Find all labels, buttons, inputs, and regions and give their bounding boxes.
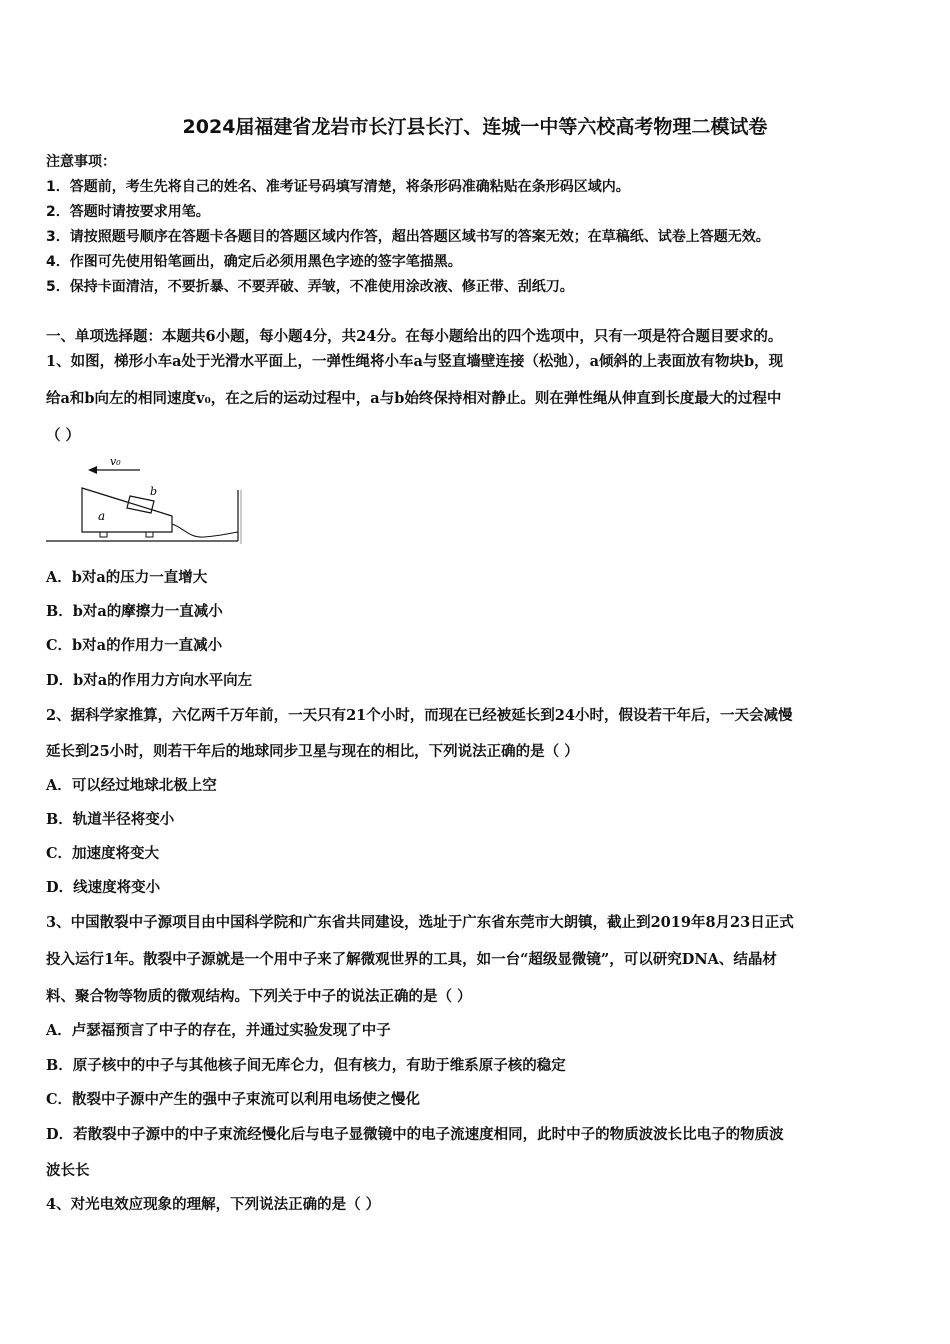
- arrow-head-icon: [88, 466, 97, 474]
- q1-option-a: A．b对a的压力一直增大: [46, 569, 208, 586]
- q2-line-1: 2、据科学家推算，六亿两千万年前，一天只有21个小时，而现在已经被延长到24小时，假设若干年后，一天会减慢: [46, 707, 793, 724]
- notice-heading: 注意事项：: [46, 154, 116, 170]
- velocity-label: v₀: [110, 455, 121, 468]
- q3-line-3: 料、聚合物等物质的微观结构。下列关于中子的说法正确的是（ ）: [46, 988, 472, 1005]
- notice-item-2: 2．答题时请按要求用笔。: [46, 204, 210, 220]
- q3-line-2: 投入运行1年。散裂中子源就是一个用中子来了解微观世界的工具，如一台“超级显微镜”，可以研究DNA、结晶材: [46, 951, 777, 968]
- q1-line-2: 给a和b向左的相同速度v₀，在之后的运动过程中，a与b始终保持相对静止。则在弹性绳从伸直到长度最大的过程中: [46, 390, 782, 407]
- elastic-rope: [172, 524, 238, 537]
- q2-option-b: B．轨道半径将变小: [46, 811, 175, 828]
- q1-line-1: 1、如图，梯形小车a处于光滑水平面上，一弹性绳将小车a与竖直墙壁连接（松弛），a倾斜的上表面放有物块b，现: [46, 353, 784, 370]
- q1-option-d: D．b对a的作用力方向水平向左: [46, 672, 253, 689]
- q2-option-c: C．加速度将变大: [46, 845, 160, 862]
- q2-option-d: D．线速度将变小: [46, 879, 161, 896]
- q3-option-d: D．若散裂中子源中的中子束流经慢化后与电子显微镜中的电子流速度相同，此时中子的物质波波长比电子的物质波: [46, 1126, 784, 1143]
- notice-item-1: 1．答题前，考生先将自己的姓名、准考证号码填写清楚，将条形码准确粘贴在条形码区域内。: [46, 179, 630, 195]
- notice-item-5: 5．保持卡面清洁，不要折暴、不要弄破、弄皱，不准使用涂改液、修正带、刮纸刀。: [46, 279, 574, 295]
- section-heading: 一、单项选择题：本题共6小题，每小题4分，共24分。在每小题给出的四个选项中，只有一项是符合题目要求的。: [46, 328, 783, 345]
- q1-line-3: （ ）: [46, 427, 81, 444]
- wheel-left: [100, 532, 107, 537]
- wheel-right: [146, 532, 153, 537]
- q2-line-2: 延长到25小时，则若干年后的地球同步卫星与现在的相比，下列说法正确的是（ ）: [46, 743, 579, 760]
- q1-figure-trapezoid-cart: [44, 452, 244, 548]
- notice-item-3: 3．请按照题号顺序在答题卡各题目的答题区域内作答，超出答题区域书写的答案无效；在草稿纸、试卷上答题无效。: [46, 229, 770, 245]
- cart-a: [82, 488, 172, 532]
- notice-item-4: 4．作图可先使用铅笔画出，确定后必须用黑色字迹的签字笔描黑。: [46, 254, 462, 270]
- block-b-label: b: [150, 485, 158, 498]
- cart-a-label: a: [98, 509, 106, 523]
- page-title: 2024届福建省龙岩市长汀县长汀、连城一中等六校高考物理二模试卷: [182, 116, 768, 138]
- q1-option-b: B．b对a的摩擦力一直减小: [46, 603, 223, 620]
- q3-line-1: 3、中国散裂中子源项目由中国科学院和广东省共同建设，选址于广东省东莞市大朗镇，截止到2019年8月23日正式: [46, 914, 794, 931]
- q2-option-a: A．可以经过地球北极上空: [46, 777, 217, 794]
- q3-option-b: B．原子核中的中子与其他核子间无库仑力，但有核力，有助于维系原子核的稳定: [46, 1057, 566, 1074]
- q3-option-d-cont: 波长长: [46, 1162, 90, 1179]
- q3-option-a: A．卢瑟福预言了中子的存在，并通过实验发现了中子: [46, 1022, 391, 1039]
- q4-line-1: 4、对光电效应现象的理解，下列说法正确的是（ ）: [46, 1196, 381, 1213]
- block-b: [127, 496, 154, 513]
- q3-option-c: C．散裂中子源中产生的强中子束流可以利用电场使之慢化: [46, 1091, 421, 1108]
- q1-option-c: C．b对a的作用力一直减小: [46, 637, 223, 654]
